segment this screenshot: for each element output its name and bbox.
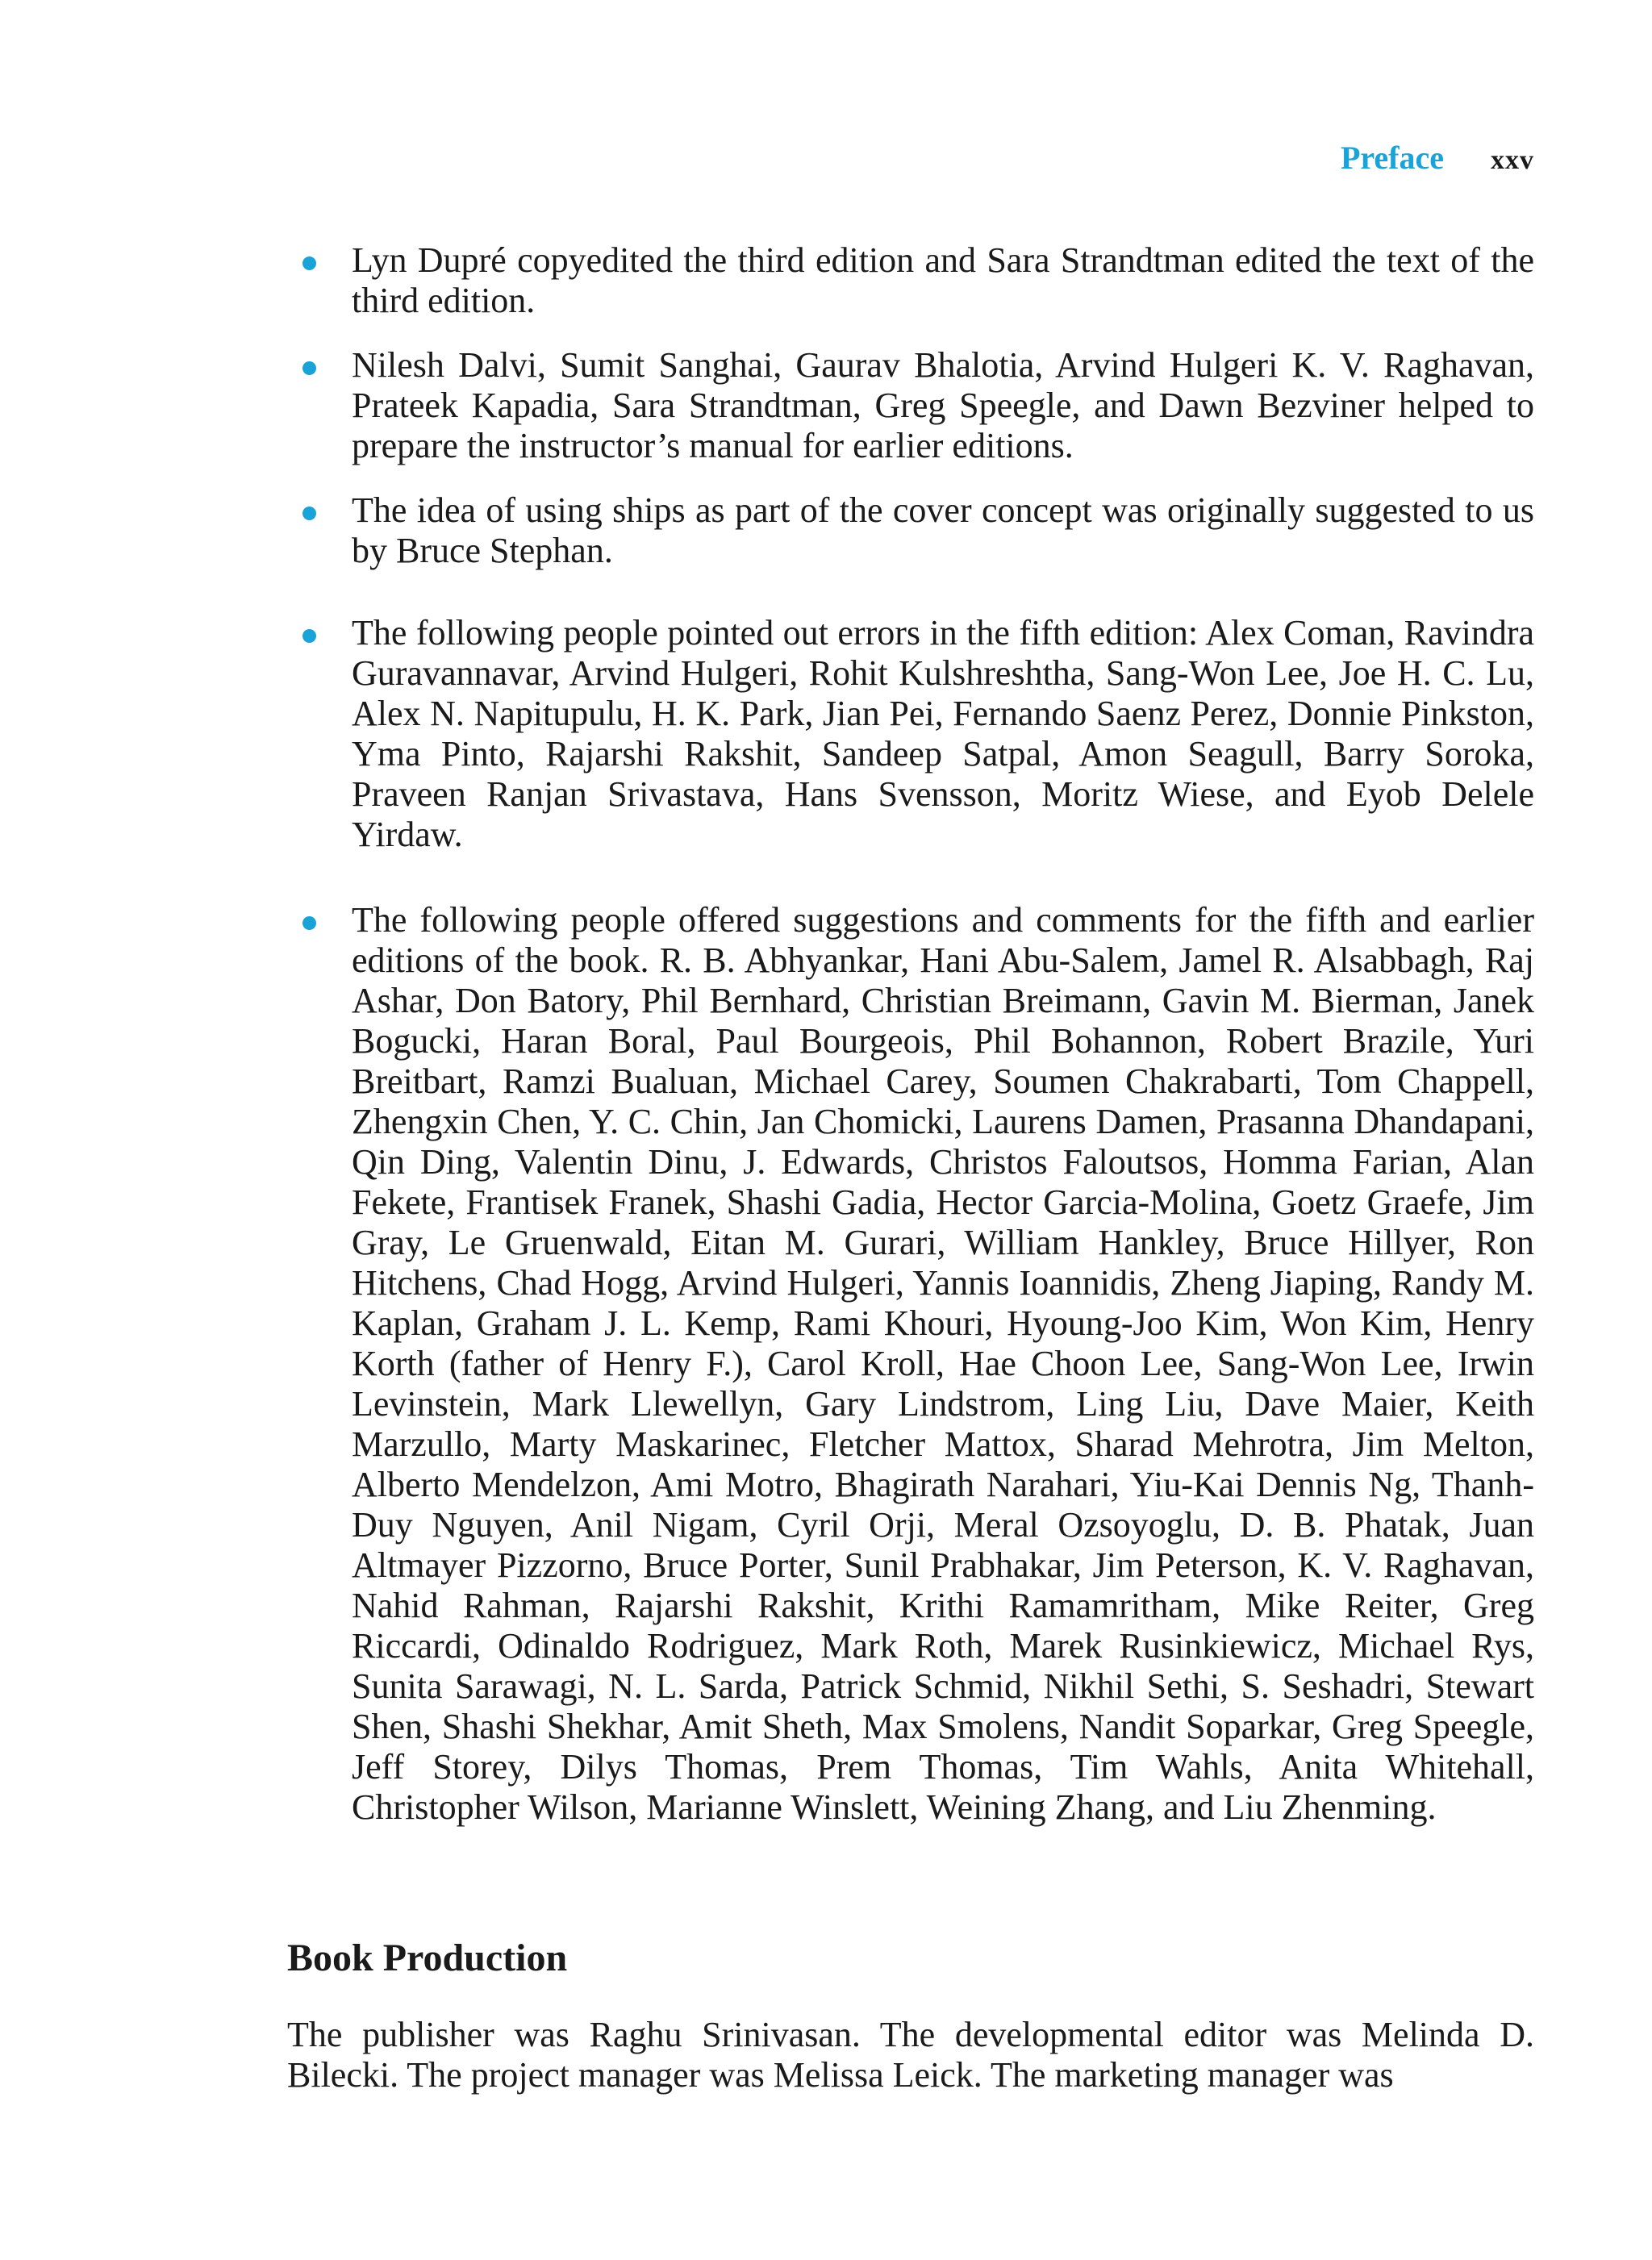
list-item-text: The following people pointed out errors in the fifth edition: Alex Coman, Ravindra Guravannavar, Arvind Hulgeri, Rohit Kulshreshtha, Sang-Won Lee, Joe H. C. Lu, Alex N. Napitupulu, H. K. Park, Jian Pei, Fernando Saenz Perez, Donnie Pinkston, Yma Pinto, Rajarshi Rakshit, Sandeep Satpal, Amon Seagull, Barry Soroka, Praveen Ranjan Srivastava, Hans Svensson, Moritz Wiese, and Eyob Delele Yirdaw. xyxy=(352,613,1534,854)
page-number: xxv xyxy=(1491,145,1534,175)
section-heading: Book Production xyxy=(287,1937,568,1979)
list-item xyxy=(287,900,1534,1828)
running-head xyxy=(1341,139,1534,177)
body-paragraph: The publisher was Raghu Srinivasan. The developmental editor was Melinda D. Bilecki. The project manager was Melissa Leick. The marketing manager was xyxy=(287,2015,1534,2095)
acknowledgement-list xyxy=(287,240,1534,1828)
list-item xyxy=(287,345,1534,466)
bullet-icon xyxy=(302,361,316,375)
list-item-text: The following people offered suggestions and comments for the fifth and earlier editions of the book. R. B. Abhyankar, Hani Abu-Salem, Jamel R. Alsabbagh, Raj Ashar, Don Batory, Phil Bernhard, Christian Breimann, Gavin M. Bierman, Janek Bogucki, Haran Boral, Paul Bourgeois, Phil Bohannon, Robert Brazile, Yuri Breitbart, Ramzi Bualuan, Michael Carey, Soumen Chakrabarti, Tom Chappell, Zhengxin Chen, Y. C. Chin, Jan Chomicki, Laurens Damen, Prasanna Dhandapani, Qin Ding, Valentin Dinu, J. Edwards, Christos Faloutsos, Homma Farian, Alan Fekete, Frantisek Franek, Shashi Gadia, Hector Garcia-Molina, Goetz Graefe, Jim Gray, Le Gruenwald, Eitan M. Gurari, William Hankley, Bruce Hillyer, Ron Hitchens, Chad Hogg, Arvind Hulgeri, Yannis Ioannidis, Zheng Jiaping, Randy M. Kaplan, Graham J. L. Kemp, Rami Khouri, Hyoung-Joo Kim, Won Kim, Henry Korth (father of Henry F.), Carol Kroll, Hae Choon Lee, Sang-Won Lee, Irwin Levinstein, Mark Llewellyn, Gary Lindstrom, Ling Liu, Dave Maier, Keith Marzullo, Marty Maskarinec, Fletcher Mattox, Sharad Mehrotra, Jim Melton, Alberto Mendelzon, Ami Motro, Bhagirath Narahari, Yiu-Kai Dennis Ng, Thanh-Duy Nguyen, Anil Nigam, Cyril Orji, Meral Ozsoyoglu, D. B. Phatak, Juan Altmayer Pizzorno, Bruce Porter, Sunil Prabhakar, Jim Peterson, K. V. Raghavan, Nahid Rahman, Rajarshi Rakshit, Krithi Ramamritham, Mike Reiter, Greg Riccardi, Odinaldo Rodriguez, Mark Roth, Marek Rusinkiewicz, Michael Rys, Sunita Sarawagi, N. L. Sarda, Patrick Schmid, Nikhil Sethi, S. Seshadri, Stewart Shen, Shashi Shekhar, Amit Sheth, Max Smolens, Nandit Soparkar, Greg Speegle, Jeff Storey, Dilys Thomas, Prem Thomas, Tim Wahls, Anita Whitehall, Christopher Wilson, Marianne Winslett, Weining Zhang, and Liu Zhenming. xyxy=(352,900,1534,1827)
bullet-icon xyxy=(302,629,316,643)
running-head-title: Preface xyxy=(1340,140,1444,176)
list-item-text: Lyn Dupré copyedited the third edition and Sara Strandtman edited the text of the third edition. xyxy=(352,240,1534,320)
list-item-text: The idea of using ships as part of the cover concept was originally suggested to us by Bruce Stephan. xyxy=(352,490,1534,570)
bullet-icon xyxy=(302,916,316,930)
bullet-icon xyxy=(302,256,316,270)
bullet-icon xyxy=(302,507,316,520)
list-item xyxy=(287,490,1534,571)
list-item xyxy=(287,240,1534,321)
list-item-text: Nilesh Dalvi, Sumit Sanghai, Gaurav Bhalotia, Arvind Hulgeri K. V. Raghavan, Prateek Kapadia, Sara Strandtman, Greg Speegle, and Dawn Bezviner helped to prepare the instructor’s manual for earlier editions. xyxy=(352,345,1534,465)
list-item xyxy=(287,613,1534,855)
